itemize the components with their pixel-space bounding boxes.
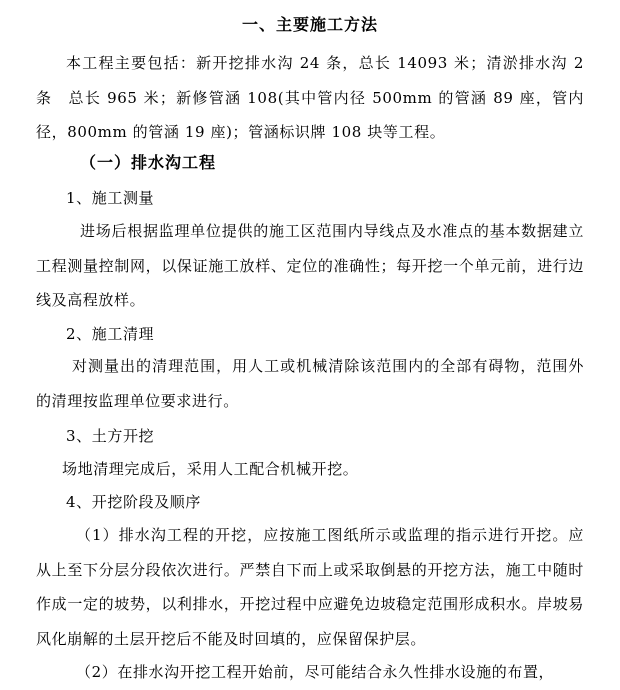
item4-heading: 4、开挖阶段及顺序 [66,493,201,511]
item1-body: 进场后根据监理单位提供的施工区范围内导线点及水准点的基本数据建立工程测量控制网，以保证施工放样、定位的准确性；每开挖一个单元前，进行边线及高程放样。 [36,222,584,309]
section-title: 一、主要施工方法 [241,15,378,34]
item3-heading: 3、土方开挖 [66,427,155,445]
item4-paragraph-2: （2）在排水沟开挖工程开始前，尽可能结合永久性排水设施的布置， [76,663,555,681]
item2-body: 对测量出的清理范围，用人工或机械清除该范围内的全部有碍物，范围外的清理按监理单位要求进行。 [36,357,584,410]
section1-heading: （一）排水沟工程 [80,153,217,172]
item2-heading: 2、施工清理 [66,325,155,343]
item1-heading: 1、施工测量 [66,189,155,207]
intro-paragraph: 本工程主要包括：新开挖排水沟 24 条，总长 14093 米；清淤排水沟 2 条 总长 965 米；新修管涵 108(其中管内径 500mm 的管涵 89 座，管内径，800mm 的管涵 19 座)；管涵标识牌 108 块等工程。 [36,54,584,141]
item3-body: 场地清理完成后，采用人工配合机械开挖。 [62,460,359,478]
item4-paragraph-1: （1）排水沟工程的开挖，应按施工图纸所示或监理的指示进行开挖。应从上至下分层分段依次进行。严禁自下而上或采取倒悬的开挖方法，施工中随时作成一定的坡势，以利排水，开挖过程中应避免边坡稳定范围形成积水。岸坡易风化崩解的土层开挖后不能及时回填的，应保留保护层。 [36,526,584,648]
